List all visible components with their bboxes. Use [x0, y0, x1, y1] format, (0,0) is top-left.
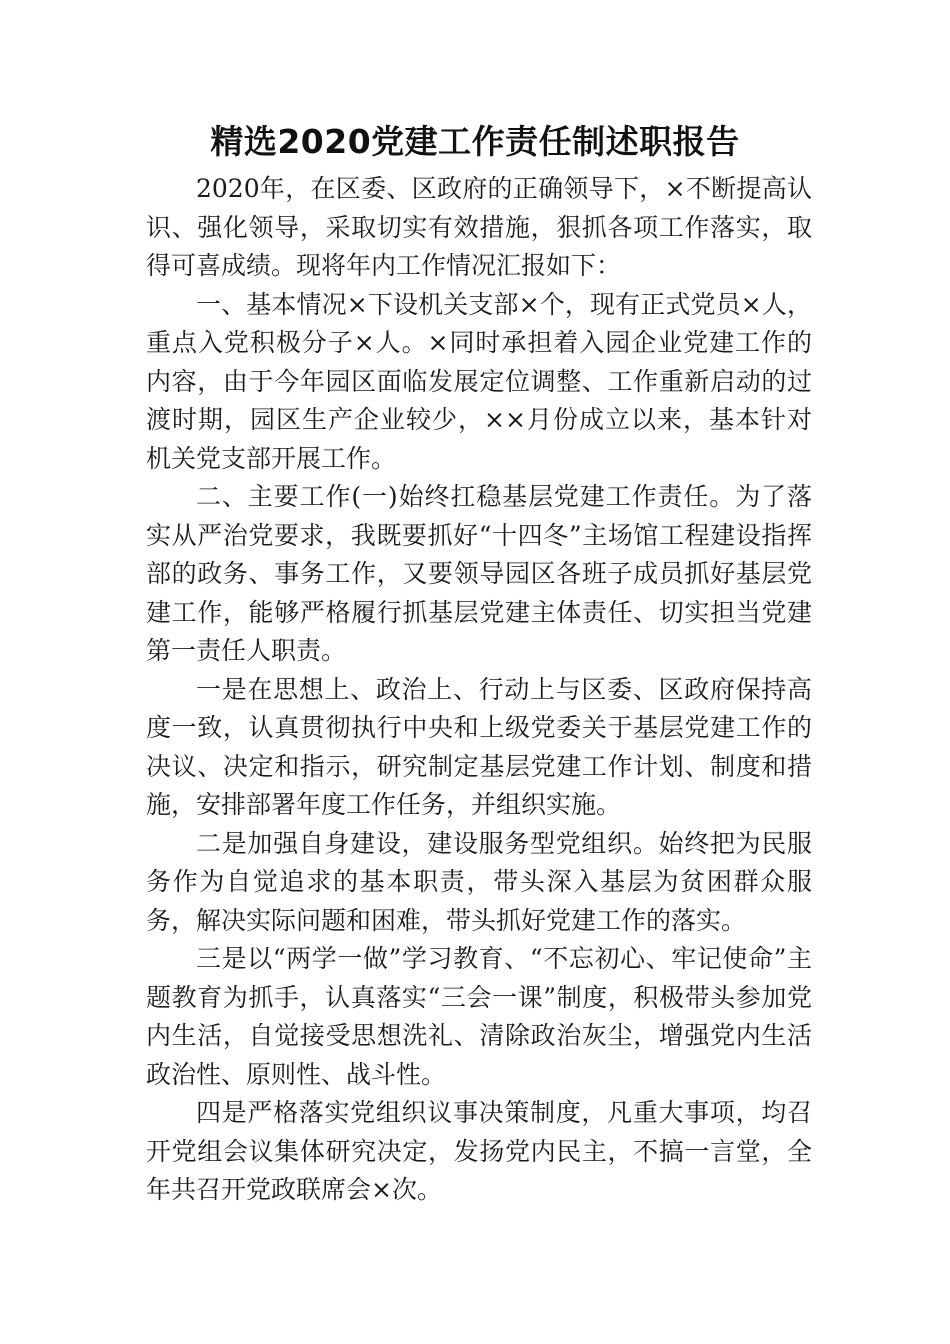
paragraph-point-four: 四是严格落实党组织议事决策制度，凡重大事项，均召开党组会议集体研究决定，发扬党内民主，不搞一言堂，全年共召开党政联席会×次。: [146, 1098, 812, 1204]
paragraph-basic-situation: 一、基本情况×下设机关支部×个，现有正式党员×人，重点入党积极分子×人。×同时承担着入园企业党建工作的内容，由于今年园区面临发展定位调整、工作重新启动的过渡时期，园区生产企业较少，××月份成立以来，基本针对机关党支部开展工作。: [146, 289, 812, 473]
document-body: [146, 170, 812, 1210]
paragraph-point-two: 二是加强自身建设，建设服务型党组织。始终把为民服务作为自觉追求的基本职责，带头深入基层为贫困群众服务，解决实际问题和困难，带头抓好党建工作的落实。: [146, 828, 812, 935]
paragraph-point-one: 一是在思想上、政治上、行动上与区委、区政府保持高度一致，认真贯彻执行中央和上级党委关于基层党建工作的决议、决定和指示，研究制定基层党建工作计划、制度和措施，安排部署年度工作任务，并组织实施。: [146, 674, 812, 819]
paragraph-main-work: 二、主要工作(一)始终扛稳基层党建工作责任。为了落实从严治党要求，我既要抓好“十四冬”主场馆工程建设指挥部的政务、事务工作，又要领导园区各班子成员抓好基层党建工作，能够严格履行抓基层党建主体责任、切实担当党建第一责任人职责。: [146, 482, 812, 665]
paragraph-intro: 2020年，在区委、区政府的正确领导下，×不断提高认识、强化领导，采取切实有效措施，狠抓各项工作落实，取得可喜成绩。现将年内工作情况汇报如下：: [146, 174, 812, 280]
document-title: 精选2020党建工作责任制述职报告: [210, 122, 740, 161]
paragraph-point-three: 三是以“两学一做”学习教育、“不忘初心、牢记使命”主题教育为抓手，认真落实“三会一课”制度，积极带头参加党内生活，自觉接受思想洗礼、清除政治灰尘，增强党内生活政治性、原则性、战斗性。: [146, 944, 812, 1089]
